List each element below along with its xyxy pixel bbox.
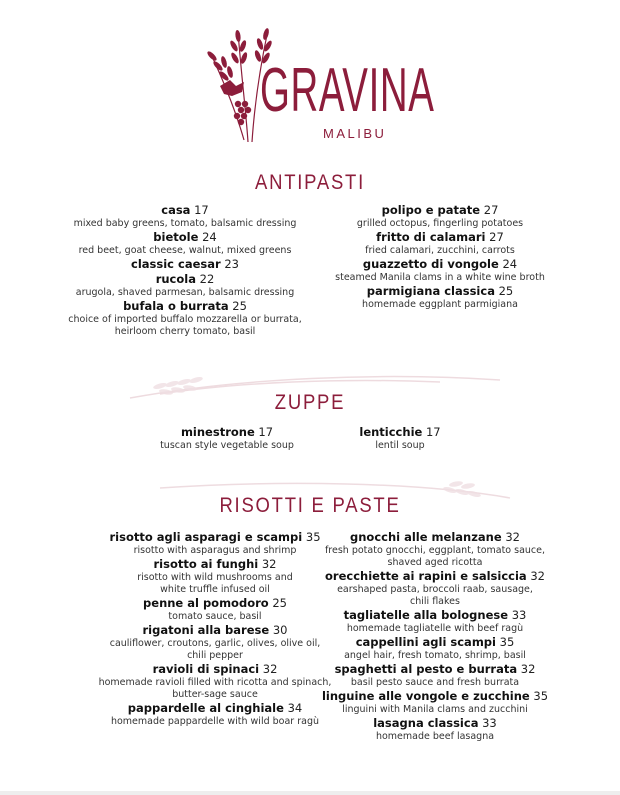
menu-item-description: lentil soup [375,440,425,451]
menu-item-description: homemade ravioli filled with ricotta and spinach, [98,677,332,688]
menu-item-title-line [127,425,327,440]
menu-item-description: mixed baby greens, tomato, balsamic dressing [73,218,297,229]
menu-item-price: 32 [262,662,278,676]
menu-item-price: 32 [505,530,520,544]
menu-item-name: classic caesar [131,257,221,271]
menu-item-price: 25 [498,284,514,298]
menu-item [320,203,560,230]
menu-item-description: choice of imported buffalo mozzarella or burrata, [68,314,302,325]
menu-item-name: fritto di calamari [376,230,486,244]
menu-item-description: tomato sauce, basil [168,611,262,622]
menu-item-description: steamed Manila clams in a white wine broth [335,272,545,283]
zuppe-left-column [127,425,327,452]
menu-item [305,689,565,716]
menu-item-title-line [305,662,565,677]
menu-item-name: pappardelle al cinghiale [127,701,284,715]
menu-item-name: rigatoni alla barese [142,623,270,637]
menu-item [35,203,335,230]
menu-item-price: 24 [202,230,217,244]
menu-item-price: 34 [287,701,303,715]
menu-item-title-line [305,608,565,623]
menu-item-description: fresh potato gnocchi, eggplant, tomato sauce, [324,545,546,556]
menu-item [35,299,335,338]
menu-item-title-line [320,230,560,245]
menu-item-title-line [305,530,565,545]
menu-item-description: homemade eggplant parmigiana [362,299,518,310]
menu-item-name: linguine alle vongole e zucchine [321,689,530,703]
menu-item [35,230,335,257]
menu-item-title-line [305,716,565,731]
menu-item-price: 17 [425,425,441,439]
menu-item-name: casa [161,203,191,217]
menu-item [35,272,335,299]
menu-item-name: guazzetto di vongole [362,257,499,271]
menu-item-description: butter-sage sauce [172,689,258,700]
menu-item-price: 33 [482,716,497,730]
menu-item-title-line [320,257,560,272]
menu-item-price: 32 [520,662,536,676]
menu-item [305,608,565,635]
zuppe-right-column [330,425,470,452]
menu-item-name: risotto agli asparagi e scampi [109,530,303,544]
menu-item [305,635,565,662]
menu-item-description: risotto with wild mushrooms and [137,572,293,583]
brand-location: MALIBU [323,126,387,141]
menu-item-description: grilled octopus, fingerling potatoes [356,218,524,229]
menu-item-price: 17 [194,203,209,217]
page-bottom-edge [0,791,620,795]
section-title-zuppe: ZUPPE [274,391,346,414]
menu-item-title-line [35,299,335,314]
menu-item-title-line [35,257,335,272]
menu-item-price: 23 [224,257,239,271]
menu-item-name: lasagna classica [373,716,479,730]
antipasti-right-column [320,203,560,311]
menu-item-title-line [320,284,560,299]
brand-name: GRAVINA [260,56,435,125]
menu-item-price: 35 [305,530,321,544]
menu-item-name: bietole [153,230,199,244]
menu-item-description: homemade pappardelle with wild boar ragù [110,716,320,727]
menu-item-price: 25 [272,596,287,610]
menu-item-name: orecchiette ai rapini e salsiccia [325,569,527,583]
menu-item [320,230,560,257]
menu-item-name: spaghetti al pesto e burrata [334,662,518,676]
menu-item-title-line [305,689,565,704]
menu-item-description: chili pepper [187,650,243,661]
menu-item [305,569,565,608]
menu-item-description: white truffle infused oil [160,584,270,595]
menu-item [320,284,560,311]
menu-item-name: risotto ai funghi [153,557,259,571]
menu-item-title-line [35,203,335,218]
menu-item-name: cappellini agli scampi [355,635,496,649]
menu-item-title-line [305,569,565,584]
menu-item [305,716,565,743]
menu-item-price: 27 [489,230,504,244]
menu-item-description: chili flakes [410,596,460,607]
menu-item-description: risotto with asparagus and shrimp [133,545,297,556]
menu-item-name: lenticchie [359,425,423,439]
menu-item-price: 25 [232,299,247,313]
menu-item-description: basil pesto sauce and fresh burrata [350,677,520,688]
menu-item-price: 35 [499,635,515,649]
menu-item-description: tuscan style vegetable soup [160,440,294,451]
menu-item [127,425,327,452]
menu-item-price: 24 [502,257,518,271]
menu-item-price: 35 [533,689,549,703]
menu-item-title-line [35,230,335,245]
menu-item [305,662,565,689]
menu-item-price: 32 [530,569,545,583]
menu-item-name: tagliatelle alla bolognese [343,608,509,622]
menu-item-name: penne al pomodoro [143,596,269,610]
menu-item-name: minestrone [180,425,255,439]
menu-item-description: fried calamari, zucchini, carrots [365,245,515,256]
menu-item [330,425,470,452]
antipasti-left-column [35,203,335,338]
menu-item-description: red beet, goat cheese, walnut, mixed greens [78,245,292,256]
menu-item [305,530,565,569]
menu-item-name: bufala o burrata [123,299,229,313]
menu-item-price: 30 [272,623,288,637]
menu-item-description: heirloom cherry tomato, basil [114,326,256,337]
risotti-right-column [305,530,565,743]
menu-item-name: rucola [155,272,196,286]
section-title-risotti-e-paste: RISOTTI E PASTE [219,494,401,517]
menu-item-title-line [305,635,565,650]
menu-item-description: shaved aged ricotta [387,557,483,568]
menu-item-description: cauliflower, croutons, garlic, olives, olive oil, [109,638,321,649]
menu-item-price: 22 [199,272,215,286]
menu-item-name: polipo e patate [381,203,481,217]
menu-item-title-line [35,272,335,287]
menu-item-price: 17 [258,425,274,439]
menu-item-title-line [320,203,560,218]
menu-item-price: 33 [511,608,527,622]
menu-item-price: 32 [261,557,277,571]
menu-item [35,257,335,272]
menu-item [320,257,560,284]
menu-item-name: parmigiana classica [366,284,495,298]
menu-item-name: gnocchi alle melanzane [350,530,502,544]
menu-item-name: ravioli di spinaci [152,662,260,676]
menu-item-description: arugola, shaved parmesan, balsamic dressing [75,287,295,298]
section-title-antipasti: ANTIPASTI [255,171,365,194]
menu-item-description: homemade tagliatelle with beef ragù [346,623,524,634]
menu-item-description: linguini with Manila clams and zucchini [342,704,528,715]
menu-item-description: earshaped pasta, broccoli raab, sausage, [337,584,533,595]
menu-item-description: angel hair, fresh tomato, shrimp, basil [344,650,526,661]
menu-item-description: homemade beef lasagna [375,731,495,742]
menu-item-price: 27 [483,203,499,217]
menu-item-title-line [330,425,470,440]
